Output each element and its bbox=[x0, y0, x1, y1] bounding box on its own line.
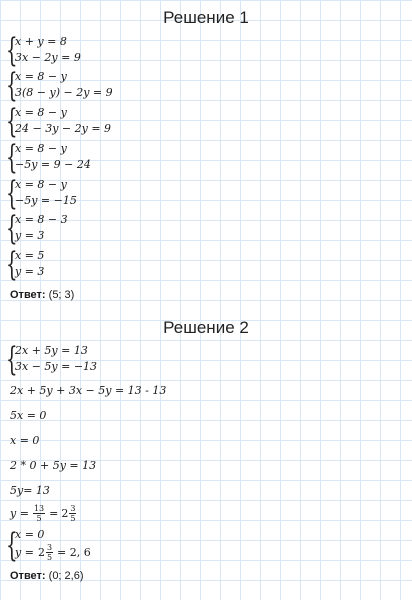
answer-label: Ответ: bbox=[10, 289, 46, 301]
solution-2-title: Решение 2 bbox=[163, 318, 249, 337]
answer-2 bbox=[10, 570, 84, 582]
system-9 bbox=[6, 524, 91, 564]
equation: −5y = −15 bbox=[15, 194, 77, 207]
equation: −5y = 9 − 24 bbox=[15, 158, 91, 171]
y-prefix: y = bbox=[10, 506, 29, 520]
brace-icon: { bbox=[6, 101, 18, 140]
brace-icon: { bbox=[6, 339, 18, 378]
system-2 bbox=[6, 65, 113, 104]
equation: x = 0 bbox=[15, 528, 45, 541]
y-prefix: y = bbox=[15, 545, 34, 559]
system-3 bbox=[6, 101, 112, 140]
system-1 bbox=[6, 30, 81, 69]
brace-icon: { bbox=[6, 524, 18, 564]
system-8 bbox=[6, 339, 98, 378]
fraction-numerator: 13 bbox=[33, 504, 45, 513]
solution-1-title: Решение 1 bbox=[163, 8, 249, 27]
answer-value: (0; 2,6) bbox=[48, 570, 84, 582]
equation: y = 3 bbox=[15, 265, 45, 278]
brace-icon: { bbox=[6, 65, 18, 104]
equation: 24 − 3y − 2y = 9 bbox=[15, 122, 112, 135]
equation: 2x + 5y = 13 bbox=[15, 344, 88, 357]
brace-icon: { bbox=[6, 208, 18, 247]
step-1: 2x + 5y + 3x − 5y = 13 - 13 bbox=[10, 384, 167, 397]
fraction-numerator: 3 bbox=[70, 504, 76, 513]
equation-suffix: = 2, 6 bbox=[57, 545, 91, 559]
equation: x = 8 − y bbox=[15, 70, 67, 83]
brace-icon: { bbox=[6, 173, 18, 212]
brace-icon: { bbox=[6, 244, 18, 283]
system-4 bbox=[6, 137, 91, 176]
system-7 bbox=[6, 244, 45, 283]
equation: 3(8 − y) − 2y = 9 bbox=[15, 86, 113, 99]
fraction-numerator: 3 bbox=[46, 543, 53, 552]
equation: x = 8 − y bbox=[15, 142, 67, 155]
y-fraction-line bbox=[10, 504, 77, 523]
brace-icon: { bbox=[6, 137, 18, 176]
answer-label: Ответ: bbox=[10, 570, 46, 582]
answer-value: (5; 3) bbox=[48, 289, 75, 301]
step-4: 2 * 0 + 5y = 13 bbox=[10, 459, 97, 472]
equation: x = 8 − y bbox=[15, 178, 67, 191]
equation: y = 3 bbox=[15, 229, 45, 242]
equation: x + y = 8 bbox=[15, 35, 67, 48]
step-3: x = 0 bbox=[10, 434, 40, 447]
mixed-whole: 2 bbox=[37, 545, 45, 559]
equation: 3x − 5y = −13 bbox=[15, 360, 98, 373]
answer-1 bbox=[10, 289, 74, 301]
fraction bbox=[46, 543, 53, 562]
equation: x = 8 − 3 bbox=[15, 213, 68, 226]
fraction-denominator: 5 bbox=[36, 514, 42, 523]
fraction-denominator: 5 bbox=[46, 553, 53, 562]
brace-icon: { bbox=[6, 30, 18, 69]
system-5 bbox=[6, 173, 77, 212]
equation bbox=[15, 543, 91, 562]
equation: 3x − 2y = 9 bbox=[15, 51, 81, 64]
equation: x = 8 − y bbox=[15, 106, 67, 119]
step-2: 5x = 0 bbox=[10, 409, 47, 422]
step-5: 5y= 13 bbox=[10, 484, 50, 497]
mixed-whole: 2 bbox=[61, 506, 69, 520]
equation: x = 5 bbox=[15, 249, 45, 262]
fraction bbox=[69, 504, 76, 523]
fraction bbox=[33, 504, 45, 523]
fraction-denominator: 5 bbox=[70, 514, 76, 523]
equals-sign: = bbox=[49, 506, 59, 520]
system-6 bbox=[6, 208, 68, 247]
